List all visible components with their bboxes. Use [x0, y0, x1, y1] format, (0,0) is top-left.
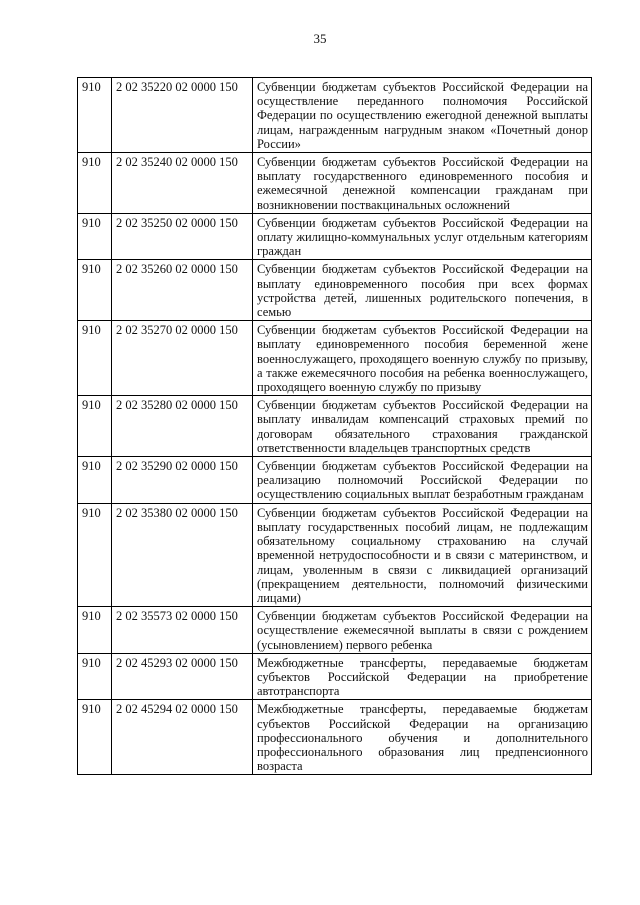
page-number: 35 — [313, 31, 327, 46]
admin-code-cell: 910 — [78, 503, 112, 606]
admin-code-cell: 910 — [78, 700, 112, 775]
description-cell: Межбюджетные трансферты, передаваемые бюджетам субъектов Российской Федерации на организацию профессионального обучения и дополнительного профессионального образования лиц предпенсионного возраста — [253, 700, 592, 775]
budget-revenue-table — [77, 77, 592, 775]
description-cell: Субвенции бюджетам субъектов Российской Федерации на реализацию полномочий Российской Федерации по осуществлению социальных выплат безработным гражданам — [253, 457, 592, 504]
admin-code-cell: 910 — [78, 457, 112, 504]
budget-code-cell: 2 02 35270 02 0000 150 — [112, 321, 253, 396]
admin-code-cell: 910 — [78, 653, 112, 700]
table-row — [78, 213, 592, 260]
table-row — [78, 321, 592, 396]
budget-code-cell: 2 02 35240 02 0000 150 — [112, 153, 253, 214]
description-cell: Субвенции бюджетам субъектов Российской Федерации на выплату инвалидам компенсаций страховых премий по договорам обязательного страхования гражданской ответственности владельцев транспортных средств — [253, 396, 592, 457]
admin-code-cell: 910 — [78, 396, 112, 457]
table-row — [78, 396, 592, 457]
budget-code-cell: 2 02 45293 02 0000 150 — [112, 653, 253, 700]
budget-code-cell: 2 02 35260 02 0000 150 — [112, 260, 253, 321]
table-row — [78, 457, 592, 504]
budget-code-cell: 2 02 35280 02 0000 150 — [112, 396, 253, 457]
table-row — [78, 78, 592, 153]
admin-code-cell: 910 — [78, 213, 112, 260]
description-cell: Субвенции бюджетам субъектов Российской Федерации на выплату государственных пособий лицам, не подлежащим обязательному социальному страхованию на случай временной нетрудоспособности и в связи с материнством, и лицам, уволенным в связи с ликвидацией организаций (прекращением деятельности, полномочий физическими лицами) — [253, 503, 592, 606]
table-row — [78, 503, 592, 606]
budget-code-cell: 2 02 45294 02 0000 150 — [112, 700, 253, 775]
description-cell: Субвенции бюджетам субъектов Российской Федерации на выплату единовременного пособия при всех формах устройства детей, лишенных родительского попечения, в семью — [253, 260, 592, 321]
description-cell: Субвенции бюджетам субъектов Российской Федерации на осуществление ежемесячной выплаты в связи с рождением (усыновлением) первого ребенка — [253, 607, 592, 654]
description-cell: Субвенции бюджетам субъектов Российской Федерации на осуществление переданного полномочия Российской Федерации по осуществлению ежегодной денежной выплаты лицам, награжденным нагрудным знаком «Почетный донор России» — [253, 78, 592, 153]
table-row — [78, 260, 592, 321]
budget-code-cell: 2 02 35380 02 0000 150 — [112, 503, 253, 606]
budget-code-cell: 2 02 35290 02 0000 150 — [112, 457, 253, 504]
table-row — [78, 607, 592, 654]
budget-code-cell: 2 02 35250 02 0000 150 — [112, 213, 253, 260]
admin-code-cell: 910 — [78, 153, 112, 214]
description-cell: Субвенции бюджетам субъектов Российской Федерации на выплату государственного единовременного пособия и ежемесячной денежной компенсации гражданам при возникновении поствакцинальных осложнений — [253, 153, 592, 214]
admin-code-cell: 910 — [78, 260, 112, 321]
description-cell: Межбюджетные трансферты, передаваемые бюджетам субъектов Российской Федерации на приобретение автотранспорта — [253, 653, 592, 700]
admin-code-cell: 910 — [78, 78, 112, 153]
admin-code-cell: 910 — [78, 321, 112, 396]
description-cell: Субвенции бюджетам субъектов Российской Федерации на выплату единовременного пособия беременной жене военнослужащего, проходящего военную службу по призыву, а также ежемесячного пособия на ребенка военнослужащего, проходящего военную службу по призыву — [253, 321, 592, 396]
budget-code-cell: 2 02 35220 02 0000 150 — [112, 78, 253, 153]
table-row — [78, 653, 592, 700]
budget-code-cell: 2 02 35573 02 0000 150 — [112, 607, 253, 654]
description-cell: Субвенции бюджетам субъектов Российской Федерации на оплату жилищно-коммунальных услуг отдельным категориям граждан — [253, 213, 592, 260]
table-row — [78, 153, 592, 214]
table-body — [78, 78, 592, 775]
table-row — [78, 700, 592, 775]
admin-code-cell: 910 — [78, 607, 112, 654]
